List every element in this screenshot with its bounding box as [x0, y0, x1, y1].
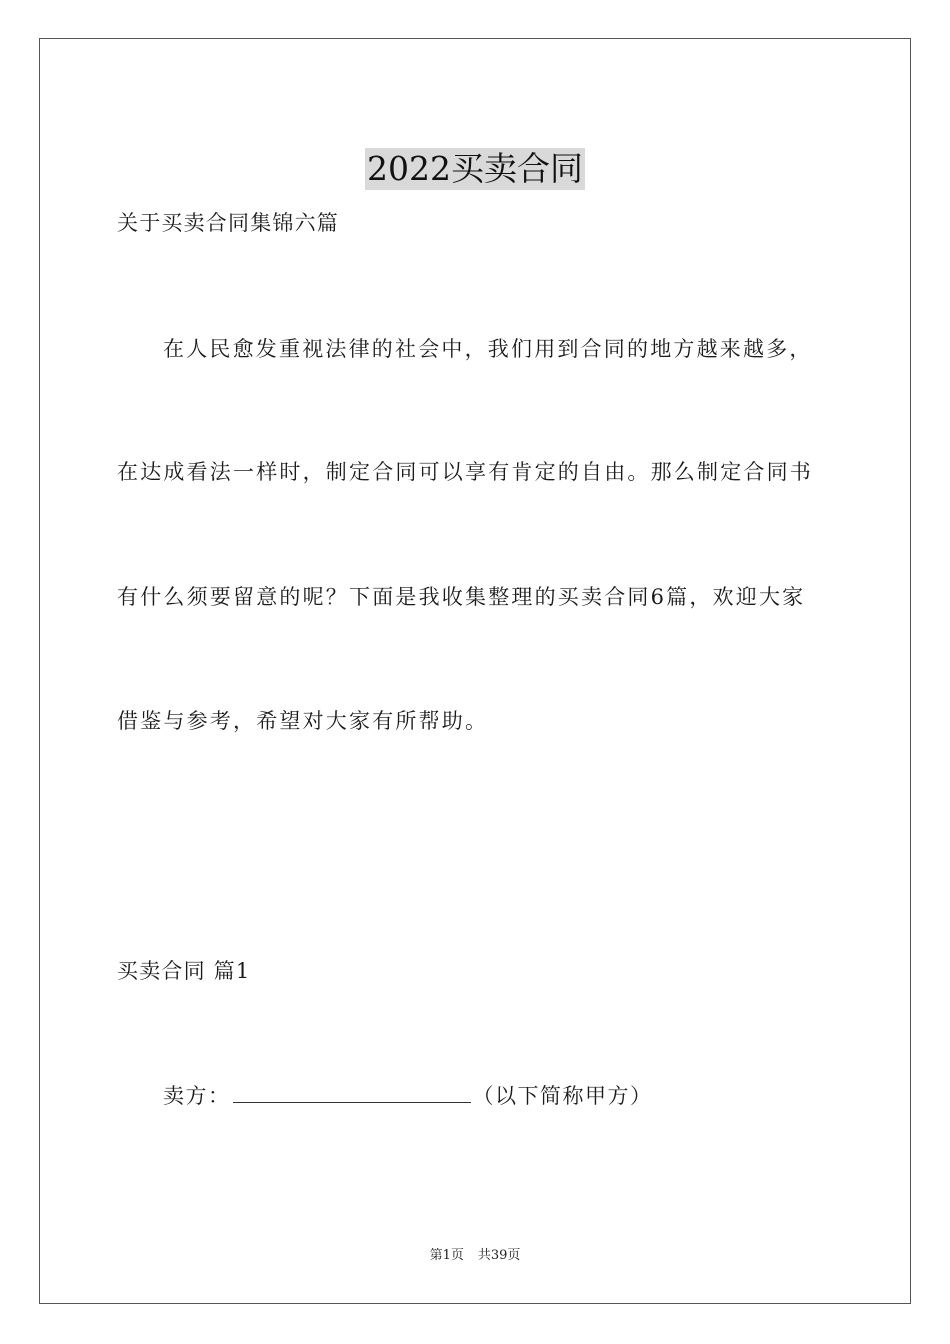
section-heading: 买卖合同 篇1 [117, 959, 251, 983]
seller-line [163, 1080, 653, 1111]
intro-line-3: 有什么须要留意的呢？下面是我收集整理的买卖合同6篇，欢迎大家 [117, 585, 806, 609]
page-footer [0, 1247, 950, 1265]
intro-line-4: 借鉴与参考，希望对大家有所帮助。 [117, 709, 489, 733]
page-number-total: 共39页 [477, 1248, 521, 1263]
seller-note: （以下简称甲方） [472, 1084, 653, 1108]
intro-line-2: 在达成看法一样时，制定合同可以享有肯定的自由。那么制定合同书 [117, 460, 813, 484]
intro-line-1: 在人民愈发重视法律的社会中，我们用到合同的地方越来越多， [163, 337, 813, 361]
seller-label: 卖方： [163, 1084, 231, 1108]
page-number-current: 第1页 [429, 1248, 464, 1263]
document-title: 2022买卖合同 [367, 149, 583, 189]
title-container [0, 126, 950, 212]
seller-blank-field [233, 1080, 471, 1103]
document-subtitle: 关于买卖合同集锦六篇 [117, 211, 339, 235]
